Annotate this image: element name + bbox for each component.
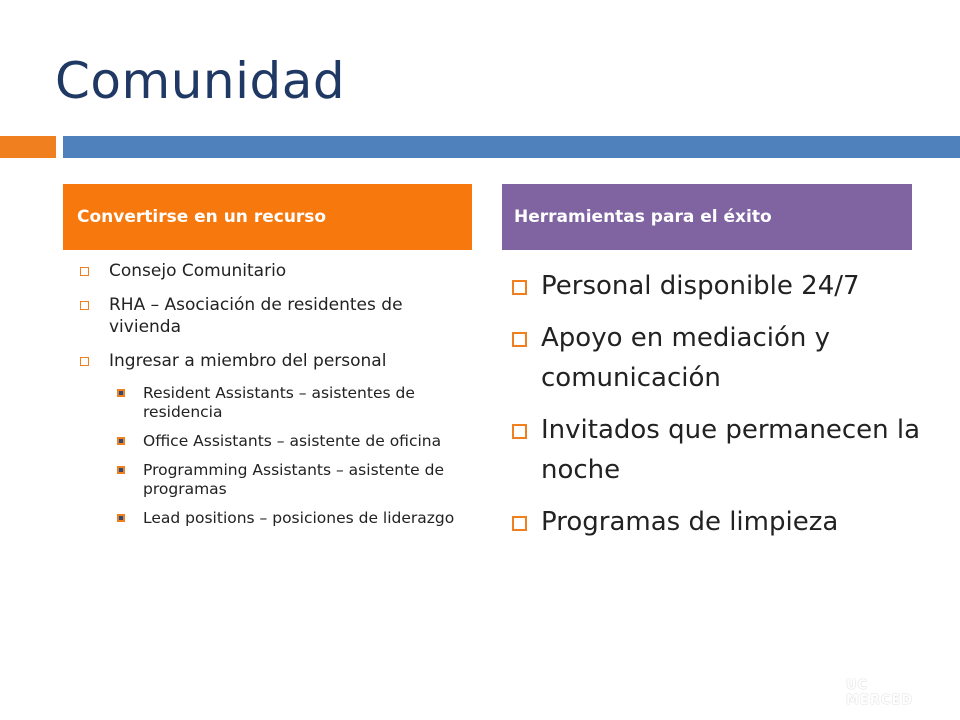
list-item (512, 502, 932, 542)
sub-list (117, 384, 475, 528)
filled-square-bullet-icon (117, 514, 125, 522)
sub-list-item (117, 384, 475, 422)
square-bullet-icon (80, 301, 89, 310)
list-item-text: Personal disponible 24/7 (541, 271, 860, 301)
list-item-text: Ingresar a miembro del personal (109, 351, 387, 371)
sub-list-item (117, 432, 475, 451)
list-item (512, 266, 932, 306)
right-column-list (512, 266, 932, 554)
square-bullet-icon (80, 267, 89, 276)
list-item (80, 260, 475, 282)
uc-merced-logo: UC MERCED (846, 678, 914, 708)
sub-list-item-text: Office Assistants – asistente de oficina (143, 432, 442, 450)
list-item (512, 318, 932, 398)
square-bullet-icon (512, 424, 527, 439)
filled-square-bullet-icon (117, 437, 125, 445)
sub-list-item-text: Programming Assistants – asistente de programas (143, 461, 444, 498)
sub-list-item-text: Resident Assistants – asistentes de residencia (143, 384, 415, 421)
filled-square-bullet-icon (117, 389, 125, 397)
list-item-text: Apoyo en mediación y comunicación (541, 323, 831, 393)
sub-list-item (117, 509, 475, 528)
list-item (512, 410, 932, 490)
right-column-header: Herramientas para el éxito (502, 184, 912, 250)
accent-bar-orange (0, 136, 56, 158)
list-item-text: RHA – Asociación de residentes de vivienda (109, 295, 403, 337)
accent-bar-blue (63, 136, 960, 158)
list-item (80, 294, 475, 338)
left-column-header: Convertirse en un recurso (63, 184, 472, 250)
filled-square-bullet-icon (117, 466, 125, 474)
square-bullet-icon (80, 357, 89, 366)
list-item (80, 350, 475, 372)
sub-list-item (117, 461, 475, 499)
square-bullet-icon (512, 280, 527, 295)
square-bullet-icon (512, 516, 527, 531)
sub-list-item-text: Lead positions – posiciones de liderazgo (143, 509, 455, 527)
list-item-text: Consejo Comunitario (109, 261, 287, 281)
square-bullet-icon (512, 332, 527, 347)
list-item-text: Programas de limpieza (541, 507, 839, 537)
left-column-list (80, 260, 475, 538)
slide-title: Comunidad (55, 52, 346, 110)
list-item-text: Invitados que permanecen la noche (541, 415, 921, 485)
